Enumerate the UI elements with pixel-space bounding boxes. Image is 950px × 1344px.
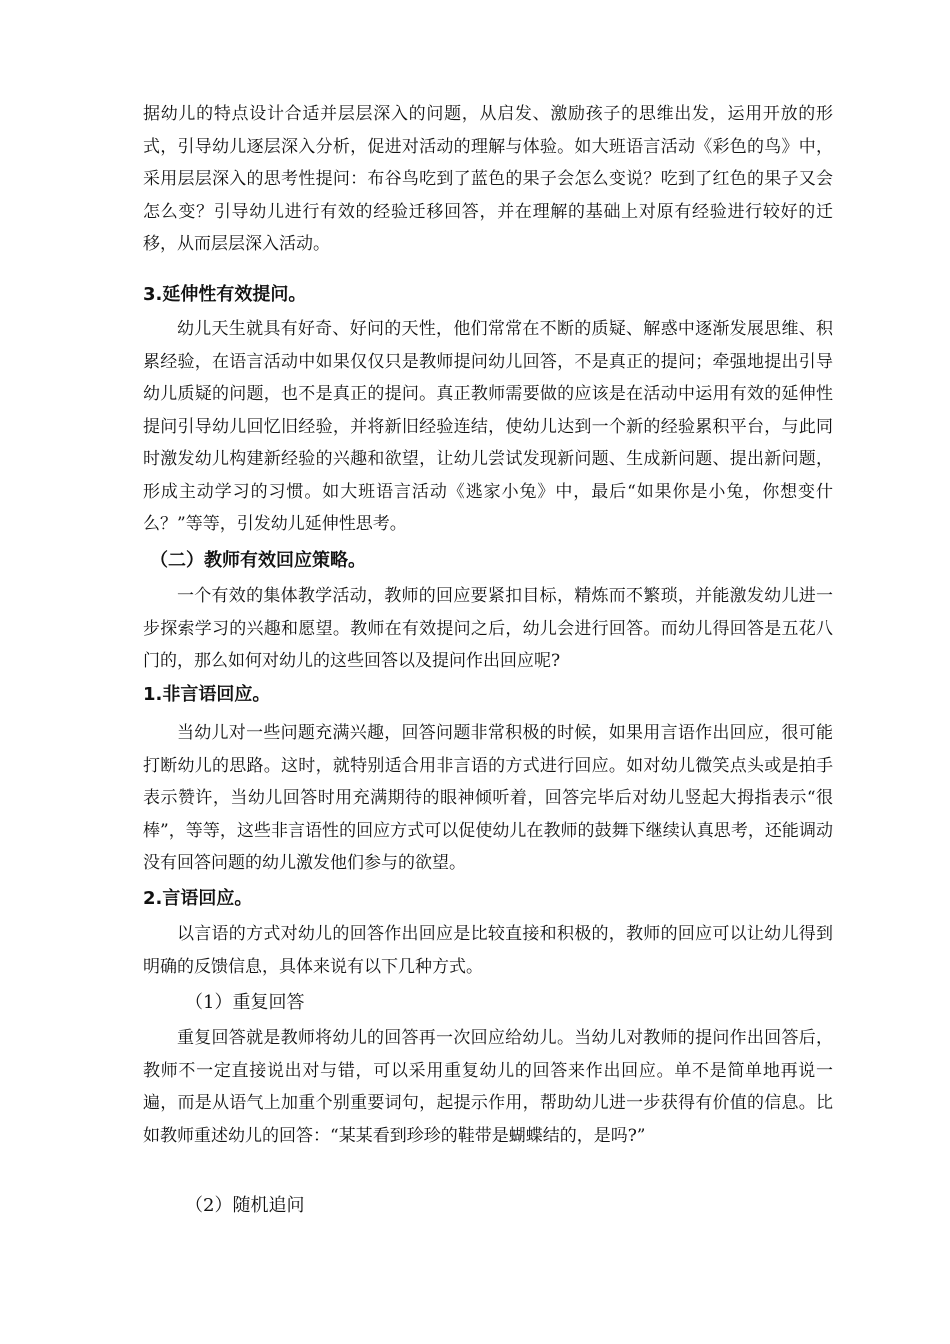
- heading-extended-questioning: 3.延伸性有效提问。: [143, 284, 307, 305]
- paragraph-extended-questioning: 幼儿天生就具有好奇、好问的天性，他们常常在不断的质疑、解惑中逐渐发展思维、积累经验，在语言活动中如果仅仅只是教师提问幼儿回答，不是真正的提问；牵强地提出引导幼儿质疑的问题，也不是真正的提问。真正教师需要做的应该是在活动中运用有效的延伸性提问引导幼儿回忆旧经验，并将新旧经验连结，使幼儿达到一个新的经验累积平台，与此同时激发幼儿构建新经验的兴趣和欲望，让幼儿尝试发现新问题、生成新问题、提出新问题，形成主动学习的习惯。如大班语言活动《逃家小兔》中，最后“如果你是小兔，你想变什么？”等等，引发幼儿延伸性思考。: [143, 319, 833, 534]
- subheading-random-follow-up: （2）随机追问: [185, 1195, 305, 1216]
- subheading-repeat-answer: （1）重复回答: [185, 992, 305, 1013]
- heading-nonverbal-response: 1.非言语回应。: [143, 684, 271, 705]
- heading-verbal-response: 2.言语回应。: [143, 888, 253, 909]
- paragraph-nonverbal-response: 当幼儿对一些问题充满兴趣，回答问题非常积极的时候，如果用言语作出回应，很可能打断幼儿的思路。这时，就特别适合用非言语的方式进行回应。如对幼儿微笑点头或是拍手表示赞许，当幼儿回答时用充满期待的眼神倾听着，回答完毕后对幼儿竖起大拇指表示“很棒”，等等，这些非言语性的回应方式可以促使幼儿在教师的鼓舞下继续认真思考，还能调动没有回答问题的幼儿激发他们参与的欲望。: [143, 723, 833, 873]
- paragraph-questioning-continued: 据幼儿的特点设计合适并层层深入的问题，从启发、激励孩子的思维出发，运用开放的形式，引导幼儿逐层深入分析，促进对活动的理解与体验。如大班语言活动《彩色的鸟》中，采用层层深入的思考性提问：布谷鸟吃到了蓝色的果子会怎么变说？吃到了红色的果子又会怎么变？引导幼儿进行有效的经验迁移回答，并在理解的基础上对原有经验进行较好的迁移，从而层层深入活动。: [143, 104, 833, 254]
- paragraph-teacher-response-intro: 一个有效的集体教学活动，教师的回应要紧扣目标，精炼而不繁琐，并能激发幼儿进一步探索学习的兴趣和愿望。教师在有效提问之后，幼儿会进行回答。而幼儿得回答是五花八门的，那么如何对幼儿的这些回答以及提问作出回应呢?: [143, 586, 833, 671]
- paragraph-repeat-answer: 重复回答就是教师将幼儿的回答再一次回应给幼儿。当幼儿对教师的提问作出回答后，教师不一定直接说出对与错，可以采用重复幼儿的回答来作出回应。单不是简单地再说一遍，而是从语气上加重个别重要词句，起提示作用，帮助幼儿进一步获得有价值的信息。比如教师重述幼儿的回答：“某某看到珍珍的鞋带是蝴蝶结的，是吗?”: [143, 1028, 833, 1146]
- heading-teacher-response-strategy: （二）教师有效回应策略。: [150, 550, 366, 571]
- paragraph-verbal-response: 以言语的方式对幼儿的回答作出回应是比较直接和积极的，教师的回应可以让幼儿得到明确的反馈信息，具体来说有以下几种方式。: [143, 924, 833, 977]
